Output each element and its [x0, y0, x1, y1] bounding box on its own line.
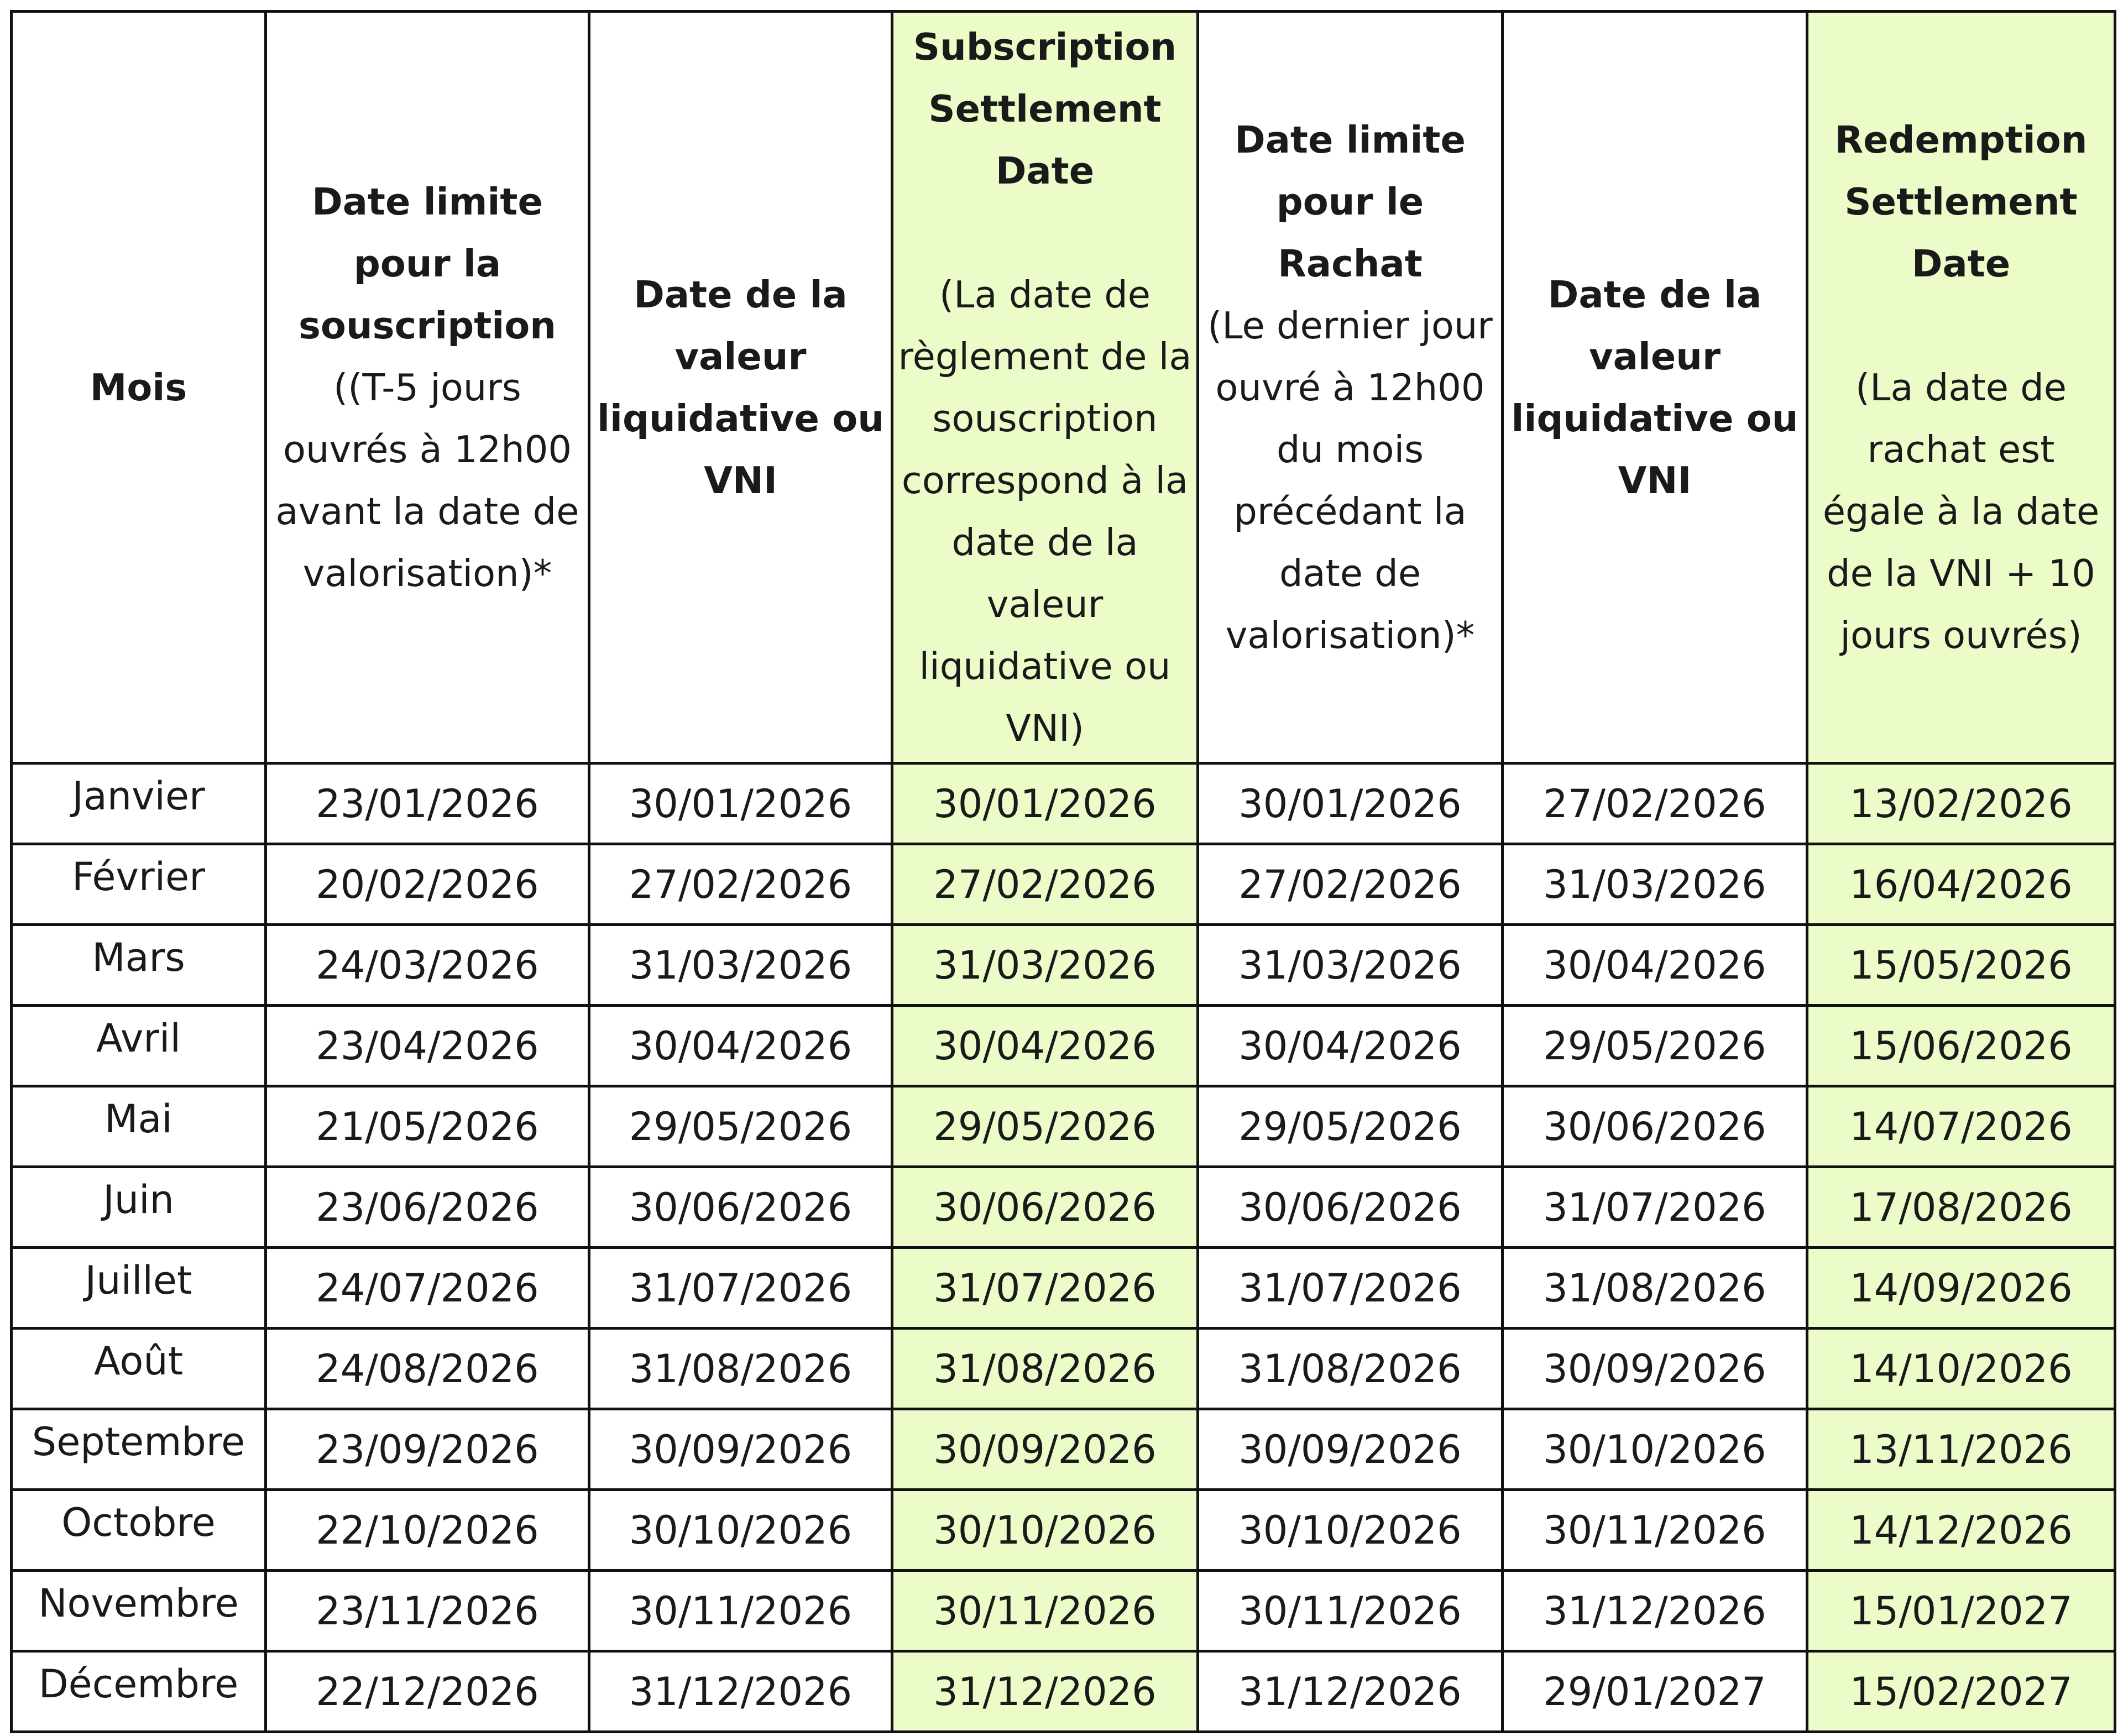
cell-month: Août	[12, 1329, 266, 1409]
cell-nav-date-1: 30/09/2026	[589, 1409, 892, 1490]
settlement-calendar-table	[10, 10, 2116, 1733]
cell-month: Juin	[12, 1167, 266, 1248]
cell-nav-date-1: 30/01/2026	[589, 764, 892, 844]
header-spacer	[896, 202, 1194, 264]
cell-subscription-settlement: 30/09/2026	[892, 1409, 1198, 1490]
table-header	[12, 12, 2115, 764]
cell-redemption-deadline: 31/12/2026	[1198, 1651, 1503, 1732]
cell-month: Octobre	[12, 1490, 266, 1571]
cell-redemption-settlement: 15/06/2026	[1807, 1006, 2115, 1086]
cell-redemption-deadline: 31/03/2026	[1198, 925, 1503, 1006]
header-redemption-settlement-note: (La date de rachat est égale à la date de la VNI + 10 jours ouvrés)	[1822, 365, 2100, 657]
cell-subscription-deadline: 23/11/2026	[266, 1571, 589, 1651]
cell-nav-date-1: 31/08/2026	[589, 1329, 892, 1409]
cell-nav-date-1: 31/12/2026	[589, 1651, 892, 1732]
cell-month: Juillet	[12, 1248, 266, 1329]
table-body	[12, 764, 2115, 1732]
table-row	[12, 1167, 2115, 1248]
cell-subscription-deadline: 24/08/2026	[266, 1329, 589, 1409]
cell-subscription-settlement: 27/02/2026	[892, 844, 1198, 925]
table-row	[12, 1006, 2115, 1086]
cell-redemption-settlement: 14/09/2026	[1807, 1248, 2115, 1329]
cell-subscription-settlement: 31/12/2026	[892, 1651, 1198, 1732]
cell-subscription-settlement: 30/04/2026	[892, 1006, 1198, 1086]
header-redemption-deadline-title: Date limite pour le Rachat	[1235, 118, 1466, 285]
header-nav-date-1	[589, 12, 892, 764]
header-month-title: Mois	[90, 365, 187, 409]
cell-month: Septembre	[12, 1409, 266, 1490]
cell-nav-date-2: 31/12/2026	[1503, 1571, 1807, 1651]
table-row	[12, 1490, 2115, 1571]
cell-nav-date-2: 30/09/2026	[1503, 1329, 1807, 1409]
cell-redemption-deadline: 31/08/2026	[1198, 1329, 1503, 1409]
cell-nav-date-1: 31/03/2026	[589, 925, 892, 1006]
cell-redemption-deadline: 30/06/2026	[1198, 1167, 1503, 1248]
cell-month: Mars	[12, 925, 266, 1006]
header-row	[12, 12, 2115, 764]
table-row	[12, 1409, 2115, 1490]
cell-subscription-deadline: 20/02/2026	[266, 844, 589, 925]
cell-redemption-settlement: 15/05/2026	[1807, 925, 2115, 1006]
table-row	[12, 844, 2115, 925]
cell-redemption-settlement: 17/08/2026	[1807, 1167, 2115, 1248]
cell-subscription-deadline: 23/09/2026	[266, 1409, 589, 1490]
header-nav-date-2-title: Date de la valeur liquidative ou VNI	[1511, 273, 1798, 502]
cell-month: Avril	[12, 1006, 266, 1086]
cell-month: Janvier	[12, 764, 266, 844]
cell-subscription-deadline: 21/05/2026	[266, 1086, 589, 1167]
cell-nav-date-2: 29/05/2026	[1503, 1006, 1807, 1086]
cell-nav-date-2: 30/11/2026	[1503, 1490, 1807, 1571]
cell-nav-date-2: 31/07/2026	[1503, 1167, 1807, 1248]
header-nav-date-2	[1503, 12, 1807, 764]
cell-nav-date-2: 30/10/2026	[1503, 1409, 1807, 1490]
cell-redemption-settlement: 14/12/2026	[1807, 1490, 2115, 1571]
table-row	[12, 1571, 2115, 1651]
cell-subscription-deadline: 24/07/2026	[266, 1248, 589, 1329]
cell-month: Novembre	[12, 1571, 266, 1651]
cell-redemption-settlement: 15/01/2027	[1807, 1571, 2115, 1651]
cell-subscription-deadline: 24/03/2026	[266, 925, 589, 1006]
cell-redemption-deadline: 30/11/2026	[1198, 1571, 1503, 1651]
table-row	[12, 764, 2115, 844]
cell-subscription-deadline: 23/04/2026	[266, 1006, 589, 1086]
cell-subscription-deadline: 23/06/2026	[266, 1167, 589, 1248]
table-row	[12, 925, 2115, 1006]
cell-subscription-settlement: 30/10/2026	[892, 1490, 1198, 1571]
cell-redemption-settlement: 13/02/2026	[1807, 764, 2115, 844]
cell-redemption-settlement: 13/11/2026	[1807, 1409, 2115, 1490]
header-redemption-settlement-title: Redemption Settlement Date	[1834, 118, 2088, 285]
cell-subscription-settlement: 31/03/2026	[892, 925, 1198, 1006]
header-redemption-deadline	[1198, 12, 1503, 764]
table-row	[12, 1329, 2115, 1409]
header-subscription-settlement	[892, 12, 1198, 764]
cell-nav-date-1: 27/02/2026	[589, 844, 892, 925]
cell-nav-date-2: 31/03/2026	[1503, 844, 1807, 925]
cell-subscription-settlement: 31/07/2026	[892, 1248, 1198, 1329]
cell-redemption-deadline: 27/02/2026	[1198, 844, 1503, 925]
cell-nav-date-2: 27/02/2026	[1503, 764, 1807, 844]
cell-redemption-deadline: 29/05/2026	[1198, 1086, 1503, 1167]
table-row	[12, 1651, 2115, 1732]
cell-nav-date-1: 30/11/2026	[589, 1571, 892, 1651]
cell-month: Décembre	[12, 1651, 266, 1732]
header-subscription-deadline	[266, 12, 589, 764]
cell-redemption-settlement: 16/04/2026	[1807, 844, 2115, 925]
cell-redemption-settlement: 14/07/2026	[1807, 1086, 2115, 1167]
cell-subscription-settlement: 29/05/2026	[892, 1086, 1198, 1167]
cell-nav-date-1: 29/05/2026	[589, 1086, 892, 1167]
cell-nav-date-2: 30/04/2026	[1503, 925, 1807, 1006]
cell-subscription-deadline: 22/12/2026	[266, 1651, 589, 1732]
header-subscription-deadline-note: ((T-5 jours ouvrés à 12h00 avant la date de valorisation)*	[275, 365, 579, 595]
table-row	[12, 1248, 2115, 1329]
cell-nav-date-2: 30/06/2026	[1503, 1086, 1807, 1167]
header-subscription-settlement-note: (La date de règlement de la souscription correspond à la date de la valeur liquidative ou VNI)	[898, 273, 1192, 750]
cell-nav-date-2: 29/01/2027	[1503, 1651, 1807, 1732]
cell-subscription-settlement: 30/01/2026	[892, 764, 1198, 844]
cell-redemption-deadline: 31/07/2026	[1198, 1248, 1503, 1329]
header-nav-date-1-title: Date de la valeur liquidative ou VNI	[597, 273, 884, 502]
cell-redemption-deadline: 30/04/2026	[1198, 1006, 1503, 1086]
cell-subscription-settlement: 31/08/2026	[892, 1329, 1198, 1409]
cell-month: Mai	[12, 1086, 266, 1167]
cell-subscription-deadline: 23/01/2026	[266, 764, 589, 844]
cell-redemption-deadline: 30/01/2026	[1198, 764, 1503, 844]
cell-redemption-settlement: 15/02/2027	[1807, 1651, 2115, 1732]
cell-redemption-settlement: 14/10/2026	[1807, 1329, 2115, 1409]
cell-subscription-settlement: 30/11/2026	[892, 1571, 1198, 1651]
cell-nav-date-1: 30/06/2026	[589, 1167, 892, 1248]
cell-redemption-deadline: 30/10/2026	[1198, 1490, 1503, 1571]
cell-nav-date-1: 31/07/2026	[589, 1248, 892, 1329]
header-spacer	[1811, 295, 2111, 357]
cell-subscription-deadline: 22/10/2026	[266, 1490, 589, 1571]
cell-nav-date-2: 31/08/2026	[1503, 1248, 1807, 1329]
header-month	[12, 12, 266, 764]
cell-redemption-deadline: 30/09/2026	[1198, 1409, 1503, 1490]
header-redemption-settlement	[1807, 12, 2115, 764]
header-redemption-deadline-note: (Le dernier jour ouvré à 12h00 du mois précédant la date de valorisation)*	[1207, 304, 1493, 657]
cell-subscription-settlement: 30/06/2026	[892, 1167, 1198, 1248]
header-subscription-deadline-title: Date limite pour la souscription	[299, 180, 556, 347]
cell-month: Février	[12, 844, 266, 925]
header-subscription-settlement-title: Subscription Settlement Date	[913, 25, 1177, 192]
cell-nav-date-1: 30/10/2026	[589, 1490, 892, 1571]
table-row	[12, 1086, 2115, 1167]
cell-nav-date-1: 30/04/2026	[589, 1006, 892, 1086]
